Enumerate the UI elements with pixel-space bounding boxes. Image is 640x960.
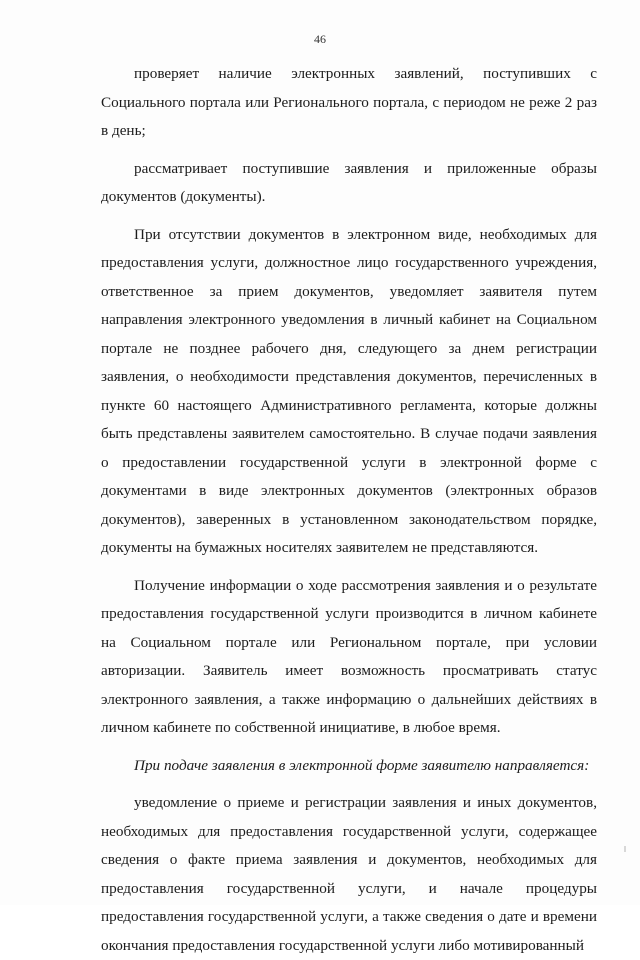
paragraph-missing-documents: При отсутствии документов в электронном виде, необходимых для предоставления услуги, должностное лицо государственного учреждения, ответственное за прием документов, уведомляет заявителя путем направления электронного уведомления в личный кабинет на Социальном портале не позднее рабочего дня, следующего за днем регистрации заявления, о необходимости представления документов, перечисленных в пункте 60 настоящего Административного регламента, которые должны быть представлены заявителем самостоятельно. В случае подачи заявления о предоставлении государственной услуги в электронной форме с документами в виде электронных документов (электронных образов документов), заверенных в установленном законодательством порядке, документы на бумажных носителях заявителем не представляются. — [101, 225, 597, 556]
document-body — [101, 60, 597, 960]
page-number: 46 — [314, 32, 326, 46]
paragraph-status-information: Получение информации о ходе рассмотрения заявления и о результате предоставления государственной услуги производится в личном кабинете на Социальном портале или Региональном портале, при условии авторизации. Заявитель имеет возможность просматривать статус электронного заявления, а также информацию о дальнейших действиях в личном кабинете по собственной инициативе, в любое время. — [101, 576, 597, 736]
paragraph-checks-applications: проверяет наличие электронных заявлений, поступивших с Социального портала или Регионального портала, с периодом не реже 2 раз в день; — [101, 65, 597, 139]
paragraph-reviews-applications: рассматривает поступившие заявления и приложенные образы документов (документы). — [101, 159, 597, 205]
scan-mark — [624, 846, 626, 852]
paragraph-registration-notice: уведомление о приеме и регистрации заявления и иных документов, необходимых для предоставления государственной услуги, содержащее сведения о факте приема заявления и документов, необходимых для предоставления государственной услуги, и начале процедуры предоставления государственной услуги, а также сведения о дате и времени окончания предоставления государственной услуги либо мотивированный — [101, 794, 597, 954]
paragraph-electronic-submission-heading: При подаче заявления в электронной форме заявителю направляется: — [134, 756, 590, 774]
